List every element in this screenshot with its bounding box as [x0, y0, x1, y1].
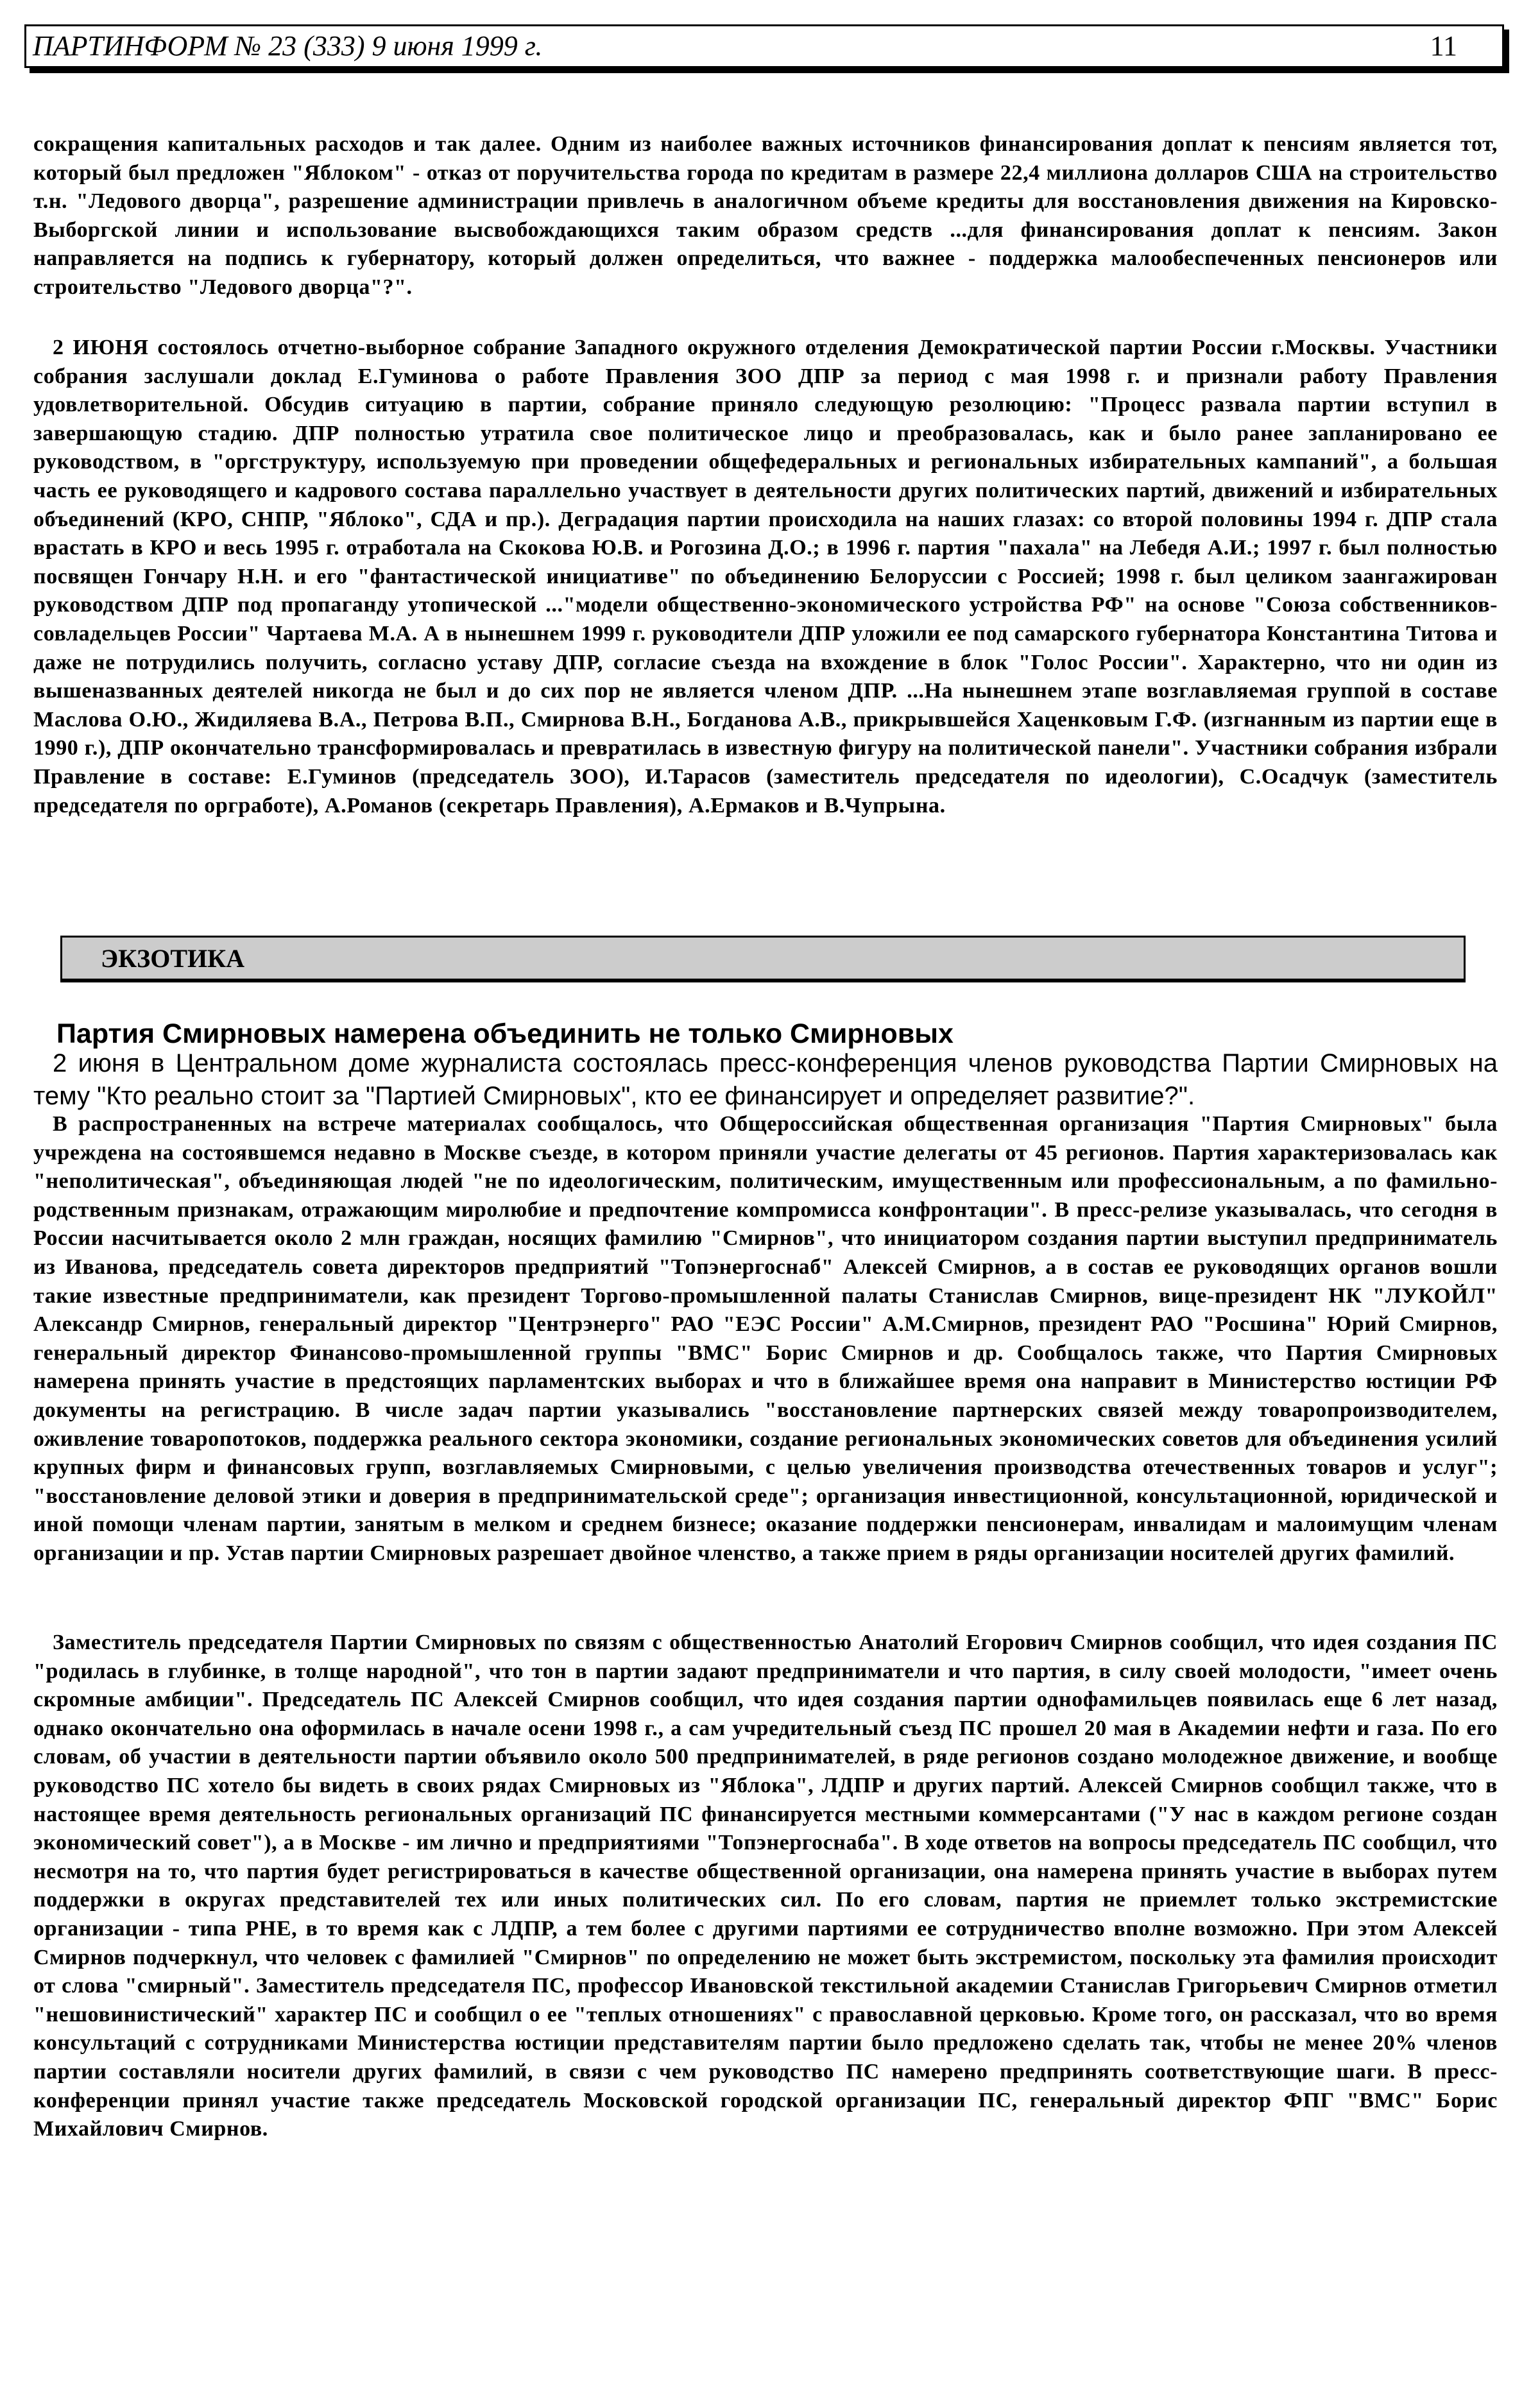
- page-header: [24, 24, 1504, 68]
- publication-title: ПАРТИНФОРМ № 23 (333) 9 июня 1999 г.: [33, 30, 543, 62]
- paragraph-pension-law: сокращения капитальных расходов и так далее. Одним из наиболее важных источников финансирования доплат к пенсиям является тот, который был предложен "Яблоком" - отказ от поручительства города по кредитам в размере 22,4 миллиона долларов США на строительство т.н. "Ледового дворца", разрешение администрации привлечь в аналогичном объеме кредиты для восстановления движения на Кировско-Выборгской линии и использование высвобождающихся таким образом средств ...для финансирования доплат к пенсиям. Закон направляется на подпись к губернатору, который должен определиться, что важнее - поддержка малообеспеченных пенсионеров или строительство "Ледового дворца"?".: [33, 132, 1498, 299]
- article-lead: 2 июня в Центральном доме журналиста состоялась пресс-конференция членов руководства Партии Смирновых на тему "Кто реально стоит за "Партией Смирновых", кто ее финансирует и определяет развитие?".: [33, 1049, 1498, 1110]
- section-heading: ЭКЗОТИКА: [101, 944, 245, 973]
- article-paragraph: Заместитель председателя Партии Смирновых по связям с общественностью Анатолий Егорович Смирнов сообщил, что идея создания ПС "родилась в глубинке, в толще народной", что тон в партии задают предприниматели и что партия, в силу своей молодости, "имеет очень скромные амбиции". Председатель ПС Алексей Смирнов сообщил, что идея создания партии однофамильцев появилась еще 6 лет назад, однако окончательно она оформилась в начале осени 1998 г., а сам учредительный съезд ПС прошел 20 мая в Академии нефти и газа. По его словам, об участии в деятельности партии объявило около 500 предпринимателей, в ряде регионов создано молодежное движение, и вообще руководство ПС хотело бы видеть в своих рядах Смирновых из "Яблока", ЛДПР и других партий. Алексей Смирнов сообщил также, что в настоящее время деятельность региональных организаций ПС финансируется местными коммерсантами ("У нас в каждом регионе создан экономический совет"), а в Москве - им лично и предприятиями "Топэнергоснаба". В ходе ответов на вопросы председатель ПС сообщил, что несмотря на то, что партия будет регистрироваться в качестве общественной организации, она намерена принять участие в выборах путем поддержки в округах представителей тех или иных политических сил. По его словам, партия не приемлет только экстремистские организации - типа РНЕ, в то время как с ЛДПР, а тем более с другими партиями ее сотрудничество вполне возможно. При этом Алексей Смирнов подчеркнул, что человек с фамилией "Смирнов" по определению не может быть экстремистом, поскольку эта фамилия происходит от слова "смирный". Заместитель председателя ПС, профессор Ивановской текстильной академии Станислав Григорьевич Смирнов отметил "нешовинистический" характер ПС и сообщил о ее "теплых отношениях" с православной церковью. Кроме того, он рассказал, что во время консультаций с сотрудниками Министерства юстиции представителям партии было предложено сделать так, чтобы не менее 20% членов партии составляли носители других фамилий, в связи с чем руководство ПС намерено предпринять соответствующие шаги. В пресс-конференции принял участие также председатель Московской городской организации ПС, генеральный директор ФПГ "ВМС" Борис Михайлович Смирнов.: [33, 1631, 1498, 2141]
- section-heading-box: [60, 936, 1466, 982]
- page-number: 11: [1430, 30, 1457, 62]
- paragraph-dpr-meeting: 2 ИЮНЯ состоялось отчетно-выборное собрание Западного окружного отделения Демократической партии России г.Москвы. Участники собрания заслушали доклад Е.Гуминова о работе Правления ЗОО ДПР за период с мая 1998 г. и признали работу Правления удовлетворительной. Обсудив ситуацию в партии, собрание приняло следующую резолюцию: "Процесс развала партии вступил в завершающую стадию. ДПР полностью утратила свое политическое лицо и преобразовалась, как и было ранее запланировано ее руководством, в "оргструктуру, используемую при проведении общефедеральных и региональных избирательных кампаний", а большая часть ее руководящего и кадрового состава параллельно участвует в деятельности других политических партий, движений и избирательных объединений (КРО, СНПР, "Яблоко", СДА и пр.). Деградация партии происходила на наших глазах: со второй половины 1994 г. ДПР стала врастать в КРО и весь 1995 г. отработала на Скокова Ю.В. и Рогозина Д.О.; в 1996 г. партия "пахала" на Лебедя А.И.; 1997 г. был полностью посвящен Гончару Н.Н. и его "фантастической инициативе" по объединению Белоруссии с Россией; 1998 г. был целиком заангажирован руководством ДПР под пропаганду утопической ..."модели общественно-экономического устройства РФ" на основе "Союза собственников-совладельцев России" Чартаева М.А. А в нынешнем 1999 г. руководители ДПР уложили ее под самарского губернатора Константина Титова и даже не потрудились получить, согласно уставу ДПР, согласие съезда на вхождение в блок "Голос России". Характерно, что ни один из вышеназванных деятелей никогда не был и до сих пор не является членом ДПР. ...На нынешнем этапе возглавляемая группой в составе Маслова О.Ю., Жидиляева В.А., Петрова В.П., Смирнова В.Н., Богданова А.В., прикрывшейся Хаценковым Г.Ф. (изгнанным из партии еще в 1990 г.), ДПР окончательно трансформировалась и превратилась в известную фигуру на политической панели". Участники собрания избрали Правление в составе: Е.Гуминов (председатель ЗОО), И.Тарасов (заместитель председателя по идеологии), С.Осадчук (заместитель председателя по оргработе), А.Романов (секретарь Правления), А.Ермаков и В.Чупрына.: [33, 336, 1498, 818]
- article-title: Партия Смирновых намерена объединить не только Смирновых: [56, 1018, 954, 1049]
- article-paragraph: В распространенных на встрече материалах сообщалось, что Общероссийская общественная организация "Партия Смирновых" была учреждена на состоявшемся недавно в Москве съезде, в котором приняли участие делегаты от 45 регионов. Партия характеризовалась как "неполитическая", объединяющая людей "не по идеологическим, политическим, имущественным или профессиональным, а по фамильно-родственным признакам, отражающим миролюбие и предпочтение компромисса конфронтации". В пресс-релизе указывалась, что сегодня в России насчитывается около 2 млн граждан, носящих фамилию "Смирнов", что инициатором создания партии выступил предприниматель из Иванова, председатель совета директоров предприятий "Топэнергоснаб" Алексей Смирнов, а в состав ее руководящих органов вошли такие известные предприниматели, как президент Торгово-промышленной палаты Станислав Смирнов, вице-президент НК "ЛУКОЙЛ" Александр Смирнов, генеральный директор "Центрэнерго" РАО "ЕЭС России" А.М.Смирнов, президент РАО "Росшина" Юрий Смирнов, генеральный директор Финансово-промышленной группы "ВМС" Борис Смирнов и др. Сообщалось также, что Партия Смирновых намерена принять участие в предстоящих парламентских выборах и что в ближайшее время она направит в Министерство юстиции РФ документы на регистрацию. В числе задач партии указывались "восстановление партнерских связей между товаропроизводителем, оживление товаропотоков, поддержка реального сектора экономики, создание региональных экономических советов для объединения усилий крупных фирм и финансовых групп, возглавляемых Смирновыми, с целью увеличения производства отечественных товаров и услуг"; "восстановление деловой этики и доверия в предпринимательской среде"; организация инвестиционной, консультационной, юридической и иной помощи членам партии, занятым в мелком и среднем бизнесе; оказание поддержки пенсионерам, инвалидам и малоимущим членам организации и пр. Устав партии Смирновых разрешает двойное членство, а также прием в ряды организации носителей других фамилий.: [33, 1112, 1498, 1565]
